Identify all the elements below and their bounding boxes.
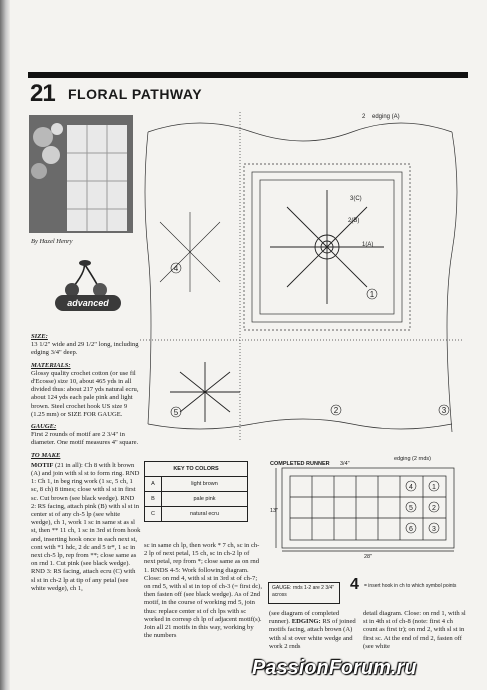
diagram-label-rnd3: 3(C) bbox=[350, 196, 362, 202]
runner-width-label: 13" bbox=[270, 508, 279, 514]
color-key-name: light brown bbox=[162, 477, 248, 492]
color-key-row bbox=[145, 477, 248, 492]
completed-runner-caption: COMPLETED RUNNER bbox=[270, 461, 330, 467]
diagram-label-rnd1: 1(A) bbox=[362, 242, 374, 248]
size-heading: SIZE: bbox=[31, 333, 48, 340]
color-key-table bbox=[144, 461, 248, 522]
skill-level-badge bbox=[38, 258, 138, 318]
runner-cell-1: 1 bbox=[432, 484, 436, 491]
motif-number-3: 3 bbox=[441, 406, 447, 415]
runner-cell-3: 3 bbox=[432, 526, 436, 533]
color-key-name: pale pink bbox=[162, 492, 248, 507]
color-key-name: natural ecru bbox=[162, 507, 248, 522]
diagram-label-rnd2: 2(B) bbox=[348, 218, 360, 224]
motif-number-1: 1 bbox=[369, 290, 375, 299]
insert-hook-text: = insert hook in ch to which symbol points bbox=[364, 583, 457, 589]
insert-hook-note bbox=[350, 576, 470, 593]
motif-number-2: 2 bbox=[333, 406, 339, 415]
color-key-heading: KEY TO COLORS bbox=[145, 462, 248, 477]
edging-heading: EDGING: bbox=[291, 618, 321, 626]
color-key-letter: B bbox=[145, 492, 162, 507]
pattern-number: 21 bbox=[30, 80, 55, 107]
diagram-label-2-top: 2 bbox=[362, 114, 366, 120]
site-watermark: PassionForum.ru bbox=[252, 657, 417, 679]
designer-byline: By Hazel Henry bbox=[31, 238, 73, 245]
instructions-column-3 bbox=[269, 610, 357, 651]
materials-heading: MATERIALS: bbox=[31, 361, 71, 369]
materials-text: Glossy quality crochet cotton (or use fil d'Ecosse) size 10, about 465 yds in all divided thus: about 217 yds natural ecru, about 124 yds each pale pink and light brown. Steel crochet hook US size 9 (1.25 mm) or SIZE FOR GAUGE. bbox=[31, 369, 139, 418]
runner-edging-label: edging (2 rnds) bbox=[394, 456, 431, 462]
instructions-column-2 bbox=[144, 542, 262, 640]
col2-text: sc in same ch lp, then work * 7 ch, sc in ch-2 lp of next petal, 15 ch, sc in ch-2 lp of next petal, rep from *; close same as on rnd 1. RNDS 4-5: Work following diagram. Close: on rnd 4, with sl st in 3rd st of ch-7; on rnd 5, with sl st in top of ch-3 (= first dc), then fasten off (see black wedge). As of 2nd motif, in the course of working rnd 5, join thus: replace center st of ch lps with sc worked in corresp ch lp of adjacent motif(s). Join all 21 motifs in this way, working by the numbers bbox=[144, 542, 262, 640]
runner-cell-2: 2 bbox=[432, 505, 436, 512]
motif-number-5: 5 bbox=[173, 408, 179, 417]
col4-text: detail diagram. Close: on rnd 1, with sl st in 4th st of ch-8 (note: first 4 ch count as first tr); on rnd 2, with sl st in first sc. At the end of rnd 2, fasten off (see white bbox=[363, 610, 466, 650]
pattern-title: FLORAL PATHWAY bbox=[68, 86, 203, 102]
page-binding-shadow bbox=[0, 0, 10, 690]
col3-text-a: (see diagram of completed runner). bbox=[269, 610, 340, 626]
runner-length-label: 28" bbox=[364, 554, 373, 560]
to-make-heading: TO MAKE bbox=[31, 451, 61, 459]
color-key-letter: C bbox=[145, 507, 162, 522]
gauge-note-box: GAUGE: rnds 1-2 are 2 3/4" across bbox=[268, 582, 340, 604]
instructions-column-4 bbox=[363, 610, 467, 651]
color-key-row bbox=[145, 492, 248, 507]
col3-text-b: RS of joined motifs facing, attach brown (A) with sl st over white wedge and work 2 rnds bbox=[269, 618, 356, 650]
runner-cell-4: 4 bbox=[409, 484, 413, 491]
insert-hook-symbol: 4 bbox=[350, 576, 359, 593]
instructions-column-1 bbox=[31, 333, 141, 597]
runner-cell-6: 6 bbox=[409, 526, 413, 533]
size-text: 13 1/2" wide and 29 1/2" long, including edging 3/4" deep. bbox=[31, 341, 139, 357]
gauge-heading: GAUGE: bbox=[31, 423, 57, 431]
color-key-letter: A bbox=[145, 477, 162, 492]
color-key-row bbox=[145, 507, 248, 522]
pattern-header bbox=[30, 80, 250, 106]
motif-text: (21 in all): Ch 8 with lt brown (A) and join with sl st to form ring. RND 1: Ch 1, in beg ring work (1 sc, 5 ch, 1 sc, 8 ch) 8 times; close with sl st in first sc. Cut brown (see black wedge). RND 2: RS facing, attach pink (B) with sl st in center st of any ch-5 lp (see white wedge), ch 1, work 1 sc in same st as sl st, then ** 11 ch, 1 sc in 3rd st from hook and, inserting hook once in each next st, cont with *1 hdc, 2 dc and 5 tr*, 1 sc in next ch-5 lp, rep from **; close same as on rnd 1. Cut pink (see black wedge). RND 3: RS facing, attach ecru (C) with sl st in ch-2 lp at tip of any petal (see white wedge), ch 1, bbox=[31, 461, 141, 592]
runner-photo bbox=[29, 115, 133, 233]
runner-cell-5: 5 bbox=[409, 505, 413, 512]
gauge-text: First 2 rounds of motif are 2 3/4" in diameter. One motif measures 4" square. bbox=[31, 431, 139, 447]
crochet-symbol-diagram bbox=[140, 112, 462, 442]
skill-level-label: advanced bbox=[55, 295, 121, 311]
cherries-icon bbox=[38, 258, 138, 298]
motif-number-4: 4 bbox=[173, 264, 179, 273]
motif-heading: MOTIF bbox=[31, 461, 54, 469]
runner-depth-label: 3/4" bbox=[340, 461, 350, 467]
header-rule bbox=[28, 72, 468, 78]
diagram-label-edging: edging (A) bbox=[372, 114, 400, 120]
